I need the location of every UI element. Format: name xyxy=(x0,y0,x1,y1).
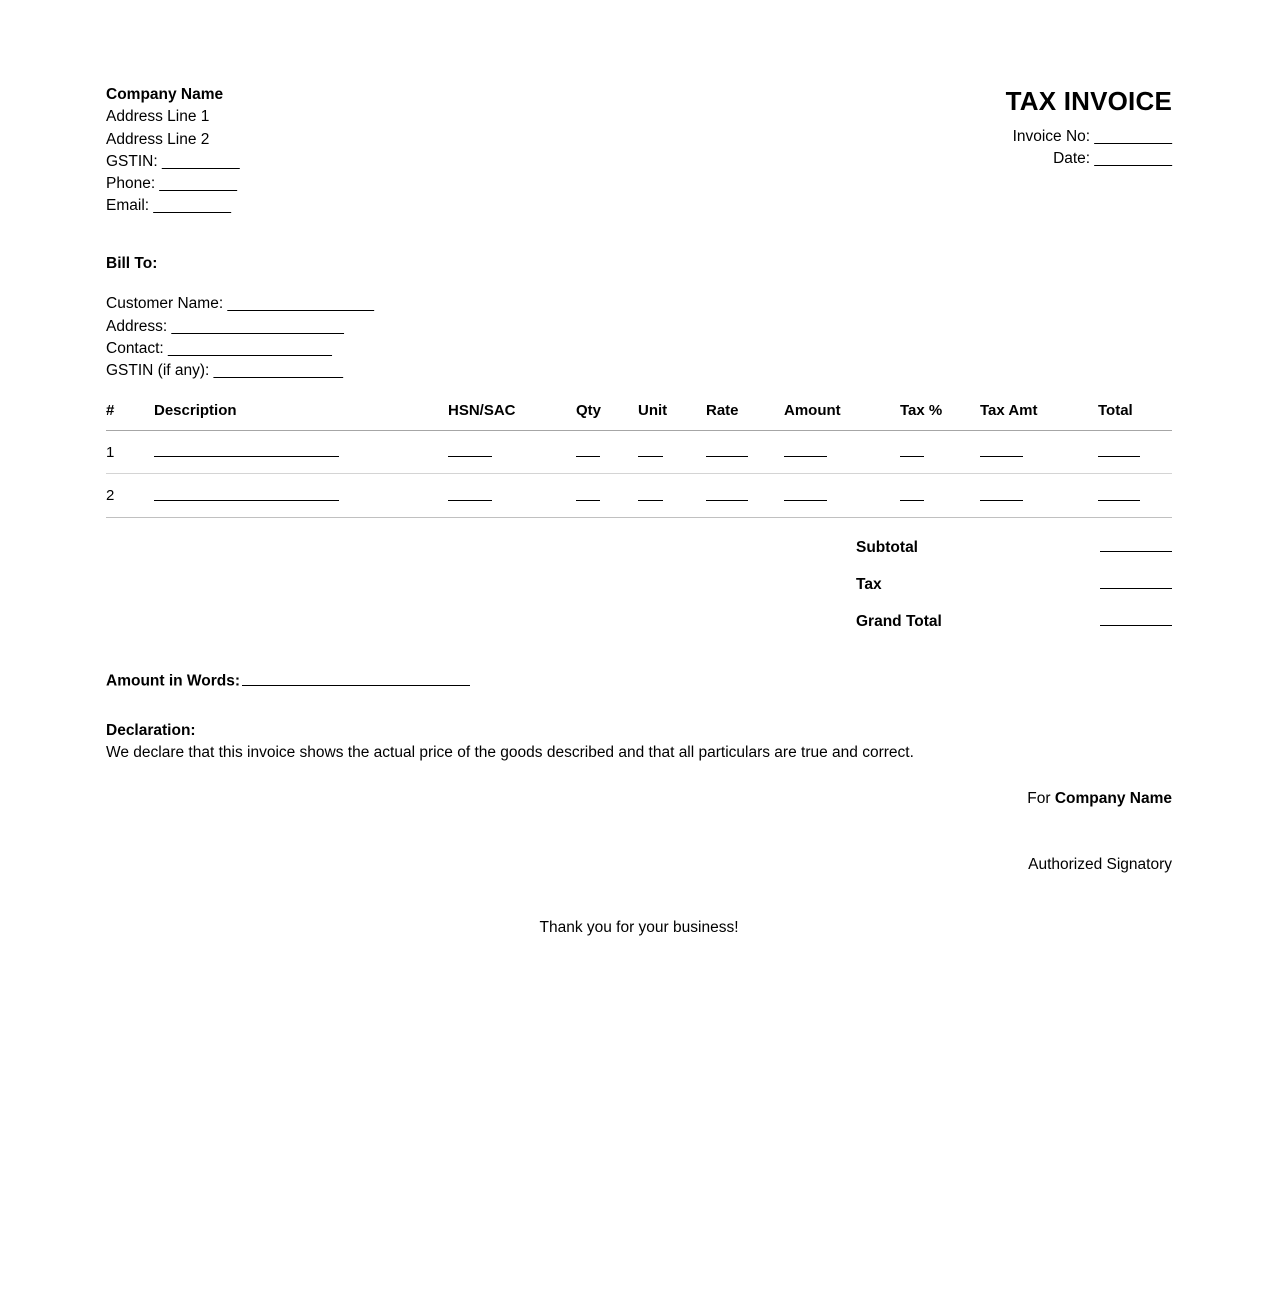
column-header-hsn-sac: HSN/SAC xyxy=(448,402,576,431)
line-items-table xyxy=(106,402,1172,518)
row-tax-percent[interactable] xyxy=(900,431,980,474)
column-header-tax-amount: Tax Amt xyxy=(980,402,1098,431)
column-header-tax-percent: Tax % xyxy=(900,402,980,431)
row-qty[interactable] xyxy=(576,474,638,517)
column-header-amount: Amount xyxy=(784,402,900,431)
qty-input-blank[interactable] xyxy=(576,444,600,457)
unit-input-blank[interactable] xyxy=(638,487,663,500)
page-title: TAX INVOICE xyxy=(1005,86,1172,116)
row-description[interactable] xyxy=(154,474,448,517)
grand-total-row xyxy=(856,612,1172,649)
declaration-text: We declare that this invoice shows the actual price of the goods described and that all particulars are true and correct. xyxy=(106,744,914,762)
hsn-sac-input-blank[interactable] xyxy=(448,444,492,457)
authorized-signatory-label: Authorized Signatory xyxy=(1028,856,1172,873)
subtotal-label: Subtotal xyxy=(856,538,918,556)
row-tax-amount[interactable] xyxy=(980,474,1098,517)
row-total[interactable] xyxy=(1098,474,1172,517)
rate-input-blank[interactable] xyxy=(706,487,748,500)
customer-gstin-field: GSTIN (if any): _______________ xyxy=(106,362,343,380)
row-unit[interactable] xyxy=(638,431,706,474)
total-input-blank[interactable] xyxy=(1098,444,1140,457)
signature-company-name: Company Name xyxy=(1054,790,1172,807)
seller-gstin-field: GSTIN: _________ xyxy=(106,152,240,170)
column-header-total: Total xyxy=(1098,402,1172,431)
invoice-date-field: Date: _________ xyxy=(1053,150,1172,168)
row-amount[interactable] xyxy=(784,474,900,517)
amount-in-words-blank[interactable] xyxy=(242,672,470,686)
tax-amount-input-blank[interactable] xyxy=(980,487,1023,500)
row-rate[interactable] xyxy=(706,431,784,474)
seller-phone-field: Phone: _________ xyxy=(106,175,238,193)
thank-you-note: Thank you for your business! xyxy=(539,919,739,936)
seller-address-line-1: Address Line 1 xyxy=(106,108,210,126)
seller-address-line-2: Address Line 2 xyxy=(106,130,210,148)
tax-amount-input-blank[interactable] xyxy=(980,444,1023,457)
column-header-description: Description xyxy=(154,402,448,431)
customer-contact-field: Contact: ___________________ xyxy=(106,339,332,357)
seller-email-field: Email: _________ xyxy=(106,197,231,215)
declaration-heading: Declaration: xyxy=(106,722,196,739)
hsn-sac-input-blank[interactable] xyxy=(448,487,492,500)
column-header-qty: Qty xyxy=(576,402,638,431)
description-input-blank[interactable] xyxy=(154,444,339,457)
seller-company-name: Company Name xyxy=(106,86,224,103)
column-header-rate: Rate xyxy=(706,402,784,431)
tax-percent-input-blank[interactable] xyxy=(900,487,924,500)
unit-input-blank[interactable] xyxy=(638,444,663,457)
signature-for-company xyxy=(106,790,1172,808)
row-qty[interactable] xyxy=(576,431,638,474)
declaration-section xyxy=(106,720,914,765)
totals-section xyxy=(856,538,1172,649)
amount-in-words-section xyxy=(106,672,470,691)
table-row xyxy=(106,474,1172,517)
signature-for-prefix: For xyxy=(1027,790,1055,807)
bill-to-heading: Bill To: xyxy=(106,255,158,272)
row-hsn-sac[interactable] xyxy=(448,431,576,474)
tax-label: Tax xyxy=(856,575,882,593)
row-hsn-sac[interactable] xyxy=(448,474,576,517)
column-header-number: # xyxy=(106,402,154,431)
tax-percent-input-blank[interactable] xyxy=(900,444,924,457)
invoice-number-field: Invoice No: _________ xyxy=(1012,128,1172,145)
rate-input-blank[interactable] xyxy=(706,444,748,457)
table-header-row xyxy=(106,402,1172,431)
customer-name-field: Customer Name: _________________ xyxy=(106,295,374,313)
subtotal-value-blank[interactable] xyxy=(1100,538,1172,552)
document-title-block xyxy=(1006,84,1172,171)
tax-row xyxy=(856,575,1172,612)
row-tax-percent[interactable] xyxy=(900,474,980,517)
row-total[interactable] xyxy=(1098,431,1172,474)
description-input-blank[interactable] xyxy=(154,487,339,500)
signature-block xyxy=(106,790,1172,874)
total-input-blank[interactable] xyxy=(1098,487,1140,500)
qty-input-blank[interactable] xyxy=(576,487,600,500)
bill-to-section xyxy=(106,253,374,382)
amount-input-blank[interactable] xyxy=(784,444,827,457)
amount-in-words-label: Amount in Words: xyxy=(106,672,241,690)
row-number: 1 xyxy=(106,431,154,474)
row-description[interactable] xyxy=(154,431,448,474)
row-number: 2 xyxy=(106,474,154,517)
row-amount[interactable] xyxy=(784,431,900,474)
grand-total-value-blank[interactable] xyxy=(1100,612,1172,626)
invoice-header xyxy=(106,84,1172,218)
row-rate[interactable] xyxy=(706,474,784,517)
grand-total-label: Grand Total xyxy=(856,612,942,630)
tax-value-blank[interactable] xyxy=(1100,575,1172,589)
amount-input-blank[interactable] xyxy=(784,487,827,500)
row-unit[interactable] xyxy=(638,474,706,517)
table-row xyxy=(106,431,1172,474)
seller-details xyxy=(106,84,240,218)
subtotal-row xyxy=(856,538,1172,575)
column-header-unit: Unit xyxy=(638,402,706,431)
customer-address-field: Address: ____________________ xyxy=(106,317,344,335)
row-tax-amount[interactable] xyxy=(980,431,1098,474)
